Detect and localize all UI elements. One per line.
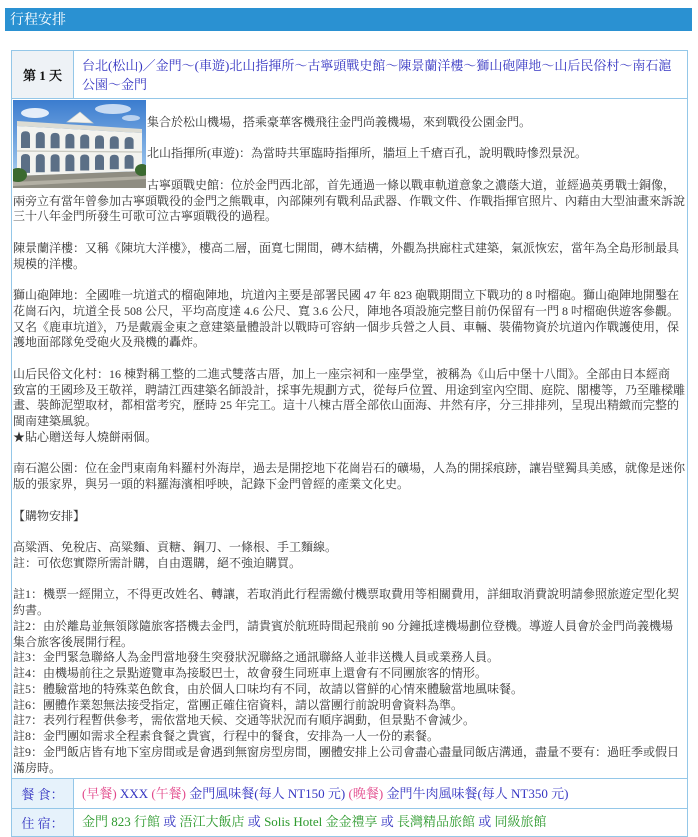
meal-dish: 金門牛肉風味餐(每人 NT350 元) (386, 786, 569, 801)
itinerary-line: 【購物安排】 (13, 508, 86, 523)
itinerary-line: 註7：表列行程暫供參考，需依當地天候、交通等狀況而有順序調動，但景點不會減少。 (13, 713, 476, 728)
itinerary-line: ★貼心贈送每人燒餅兩個。 (13, 429, 158, 444)
itinerary-line: 集合於松山機場，搭乘豪華客機飛往金門尚義機場，來到戰役公園金門。 (147, 114, 532, 129)
itinerary-line: 滿房時。 (13, 760, 62, 775)
arch-window (125, 137, 134, 149)
meal-time-label: (午餐) (151, 786, 187, 801)
itinerary-line: 古寧頭戰史館：位於金門西北部，首先通過一條以戰車軌道意象之濃蔭大道，並經過英勇戰士銅像， (147, 177, 676, 192)
itinerary-line: 註：可依您實際所需計購，自由選購，絕不強迫購買。 (13, 555, 302, 570)
itinerary-paragraph (12, 461, 687, 493)
itinerary-line: 版的張家界，與另一頭的料羅海濱相呼映，記錄下金門曾經的產業文化史。 (13, 477, 410, 491)
itinerary-line: 註1：機票一經開立，不得更改姓名、轉讓，若取消此行程需繳付機票取費用等相關費用，詳細取消費說明請參照旅遊定型化契 (13, 587, 680, 602)
section-header (5, 8, 692, 31)
itinerary-line: 又名《鹿車坑道》，乃是戴震金東之意建築量體設計以戰時可容納一個步兵營之人員、車輛、裝備物資於坑道內作戰護使用，保 (13, 319, 680, 334)
lodging-separator: 或 (163, 814, 177, 829)
arch-window (21, 131, 30, 148)
hotel-name: 長灣精品旅館 (396, 814, 475, 829)
arch-window (51, 133, 60, 148)
meals-content (74, 779, 687, 808)
day-label: 第 1 天 (12, 51, 74, 98)
lodging-separator: 或 (380, 814, 394, 829)
itinerary-text (12, 99, 687, 776)
itinerary-line: 註2：由於離島並無領隊隨旅客搭機去金門，請貴賓於航班時間起飛前 90 分鐘抵達機場劃位登機。導遊人員會於金門尚義機場 (13, 618, 674, 633)
itinerary-paragraph (12, 540, 687, 572)
itinerary-line: 高粱酒、免稅店、高粱麵、貢糖、鋼刀、一條根、手工麵線。 (13, 540, 338, 554)
itinerary-line: 註4：由機場前往之景點遊覽車為接駁巴士，故會發生同班車上還會有不同團旅客的情形。 (13, 666, 488, 680)
itinerary-line: 註3：金門緊急聯絡人為金門當地發生突發狀況聯絡之通訊聯絡人並非送機人員或業務人員。 (13, 650, 500, 665)
itinerary-table (11, 50, 688, 837)
itinerary-line: 山后民俗文化村：16 棟對稱工整的二進式雙落古厝，加上一座宗祠和一座學堂，被稱為《山后中堡十八間》。全部由日本經商 (13, 366, 671, 381)
arch-window (95, 135, 104, 148)
arch-window (95, 155, 104, 170)
arch-window (36, 132, 45, 148)
itinerary-line: 註9：金門飯店皆有地下室房間或是會遇到無窗房型房間，團體安排上公司會盡心盡量同飯店溝通，盡量不要有：過旺季或假日 (13, 744, 680, 759)
itinerary-paragraph (12, 509, 687, 525)
itinerary-paragraph (12, 367, 687, 446)
itinerary-line: 規模的洋樓。 (13, 256, 86, 271)
itinerary-line: 集合旅客後展開行程。 (13, 634, 134, 649)
itinerary-line: 閩南建築風貌。 (13, 414, 98, 428)
itinerary-line: 南石滬公園：位在金門東南角料羅村外海岸，過去是開挖地下花崗岩石的礦場，人為的開採痕跡，讓岩壁獨具美感，就像是迷你 (13, 461, 686, 476)
itinerary-paragraph (12, 241, 687, 273)
lodging-row (12, 809, 687, 836)
meals-row (12, 779, 687, 809)
itinerary-line: 註5：體驗當地的特殊菜色飲食，由於個人口味均有不同，故請以嘗鮮的心情來體驗當地風味餐。 (13, 681, 524, 696)
hotel-name: 金門 823 行館 (82, 814, 161, 829)
hotel-name: 同級旅館 (494, 814, 547, 829)
itinerary-line: 註6：團體作業恕無法接受指定，當團正確住宿資料，請以當團行前說明會資料為準。 (13, 697, 464, 712)
day-row (12, 51, 687, 99)
lodging-separator: 或 (478, 814, 492, 829)
itinerary-line: 護地面部隊免受砲火及飛機的轟炸。 (13, 335, 206, 350)
itinerary-line: 三十八年金門所發生可歌可泣古寧頭戰役的過程。 (13, 209, 278, 224)
day-route-cell (74, 51, 687, 98)
itinerary-line: 陳景蘭洋樓：又稱《陳坑大洋樓》，樓高二層，面寬七開間，磚木結構，外觀為拱廊柱式建築，氣派恢宏，當年為全島形制最具 (13, 240, 680, 255)
day-route: 台北(松山)／金門～(車遊)北山指揮所～古寧頭戰史館～陳景蘭洋樓～獅山砲陣地～山后民俗村～南石滬公園～金門 (82, 57, 672, 92)
meal-dish: 金門風味餐(每人 NT150 元) (189, 786, 346, 801)
itinerary-line: 約書。 (13, 603, 50, 617)
arch-window (80, 155, 89, 171)
lodging-separator: 或 (247, 814, 261, 829)
meal-time-label: (晚餐) (348, 786, 384, 801)
hotel-name: 浯江大飯店 (179, 814, 245, 829)
itinerary-line: 獅山砲陣地：全國唯一坑道式的榴砲陣地，坑道內主要是部署民國 47 年 823 砲戰期間立下戰功的 8 吋榴砲。獅山砲陣地開鑿在 (13, 288, 680, 302)
building-photo-image (13, 100, 146, 188)
arch-window (65, 154, 74, 171)
itinerary-line: 畫、裝飾泥塑取材，都相當考究，歷時 25 年完工。這十八棟古厝全部依山面海、井然有序，分三排排列，呈現出精緻而完整的 (13, 398, 680, 413)
day-details (12, 99, 687, 779)
lodging-content (74, 809, 687, 836)
itinerary-line: 北山指揮所(車遊)：為當時共軍臨時指揮所，牆垣上千瘡百孔，說明戰時慘烈景況。 (147, 146, 587, 161)
section-title: 行程安排 (10, 11, 66, 27)
itinerary-paragraph (12, 587, 687, 776)
hotel-name: Solis Hotel 金金禮享 (264, 814, 378, 829)
arch-window (110, 136, 119, 149)
building-photo (13, 100, 146, 188)
arch-window (51, 154, 60, 171)
itinerary-line: 兩旁立有當年曾參加古寧頭戰役的金門之熊戰車，內部陳列有戰利品武器、作戰文件、作戰指揮官照片、內藉由大型油畫來訴說 (13, 193, 686, 208)
itinerary-line: 花崗石內，坑道全長 508 公尺，平均高度達 4.6 公尺、寬 3.6 公尺，陣地各項設施完整目前仍保留有一門 8 吋榴砲供遊客參觀。 (13, 303, 680, 318)
arch-window (125, 155, 134, 169)
lodging-label: 住 宿： (12, 809, 74, 836)
itinerary-line: 致富的王國珍及王敬祥，聘請江西建築名師設計，採事先規劃方式，從每戶位置、用途到室內空間、庭院、閣樓等，乃至雕樑雕 (13, 382, 686, 397)
arch-window (80, 135, 89, 149)
meals-label: 餐 食： (12, 779, 74, 808)
meal-time-label: (早餐) (82, 786, 117, 801)
arch-window (65, 134, 74, 149)
arch-window (110, 155, 119, 170)
itinerary-line: 註8：金門團如需求全程素食餐之貴賓，行程中的餐食，安排為一人一份的素餐。 (13, 729, 440, 743)
arch-window (36, 154, 45, 172)
itinerary-paragraph (12, 288, 687, 351)
meal-dish: XXX (119, 786, 149, 801)
